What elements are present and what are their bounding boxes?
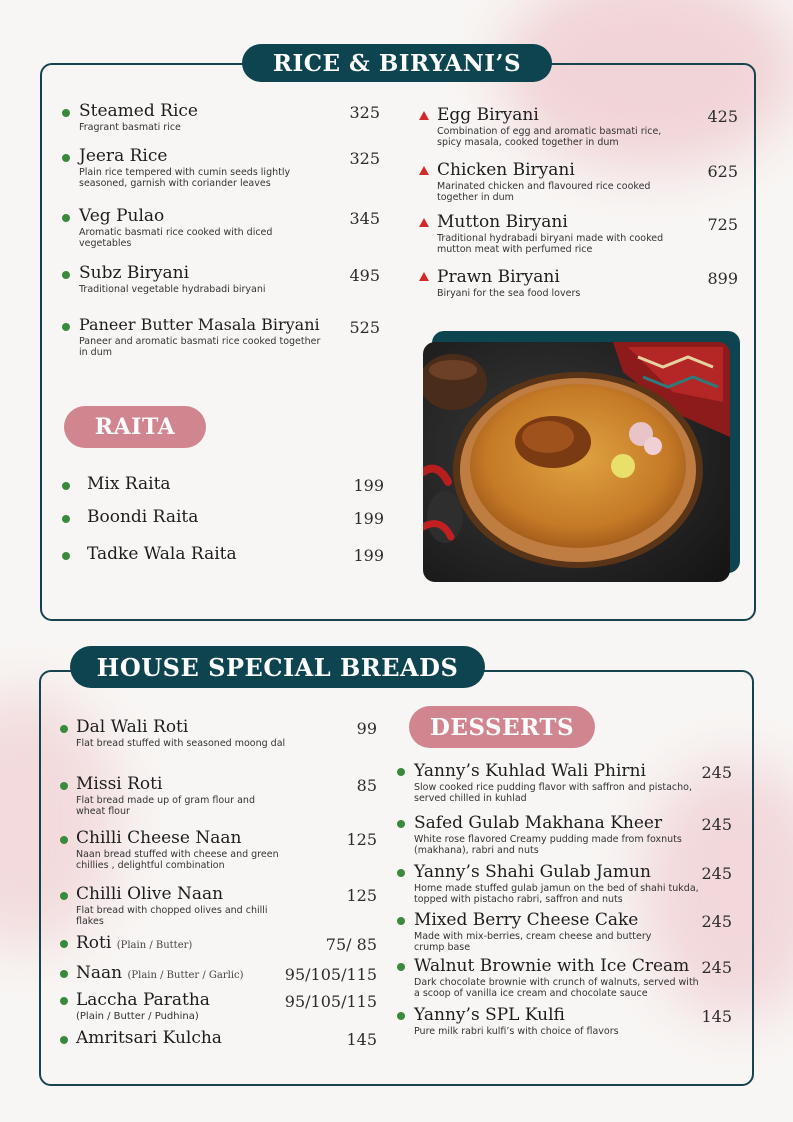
veg-bullet-icon xyxy=(62,154,70,162)
menu-item xyxy=(79,315,324,358)
item-name: Walnut Brownie with Ice Cream xyxy=(414,956,690,976)
veg-bullet-icon xyxy=(62,323,70,331)
item-options: (Plain / Butter / Pudhina) xyxy=(76,1011,199,1022)
veg-bullet-icon xyxy=(60,836,68,844)
veg-bullet-icon xyxy=(60,970,68,978)
rice-biryani-title: RICE & BIRYANI’S xyxy=(242,44,552,82)
veg-bullet-icon xyxy=(62,271,70,279)
menu-item xyxy=(76,990,210,1022)
menu-item xyxy=(437,160,667,203)
item-description: Paneer and aromatic basmati rice cooked together in dum xyxy=(79,336,321,358)
item-description: Flat bread made up of gram flour and wheat flour xyxy=(76,795,255,817)
item-price: 425 xyxy=(707,107,738,126)
veg-bullet-icon xyxy=(60,892,68,900)
item-name: Mixed Berry Cheese Cake xyxy=(414,910,639,930)
menu-item xyxy=(76,884,286,927)
menu-item xyxy=(414,956,704,999)
item-description: Dark chocolate brownie with crunch of walnuts, served with a scoop of vanilla ice cream and chocolate sauce xyxy=(414,977,699,999)
menu-item xyxy=(414,1005,704,1037)
menu-item xyxy=(414,910,664,953)
non-veg-triangle-icon xyxy=(419,111,429,120)
item-name: Steamed Rice xyxy=(79,101,198,121)
item-price: 899 xyxy=(707,269,738,288)
item-price: 145 xyxy=(701,1007,732,1026)
menu-item xyxy=(79,263,319,295)
item-name: Chilli Cheese Naan xyxy=(76,828,242,848)
item-name: Paneer Butter Masala Biryani xyxy=(79,315,320,334)
desserts-title: DESSERTS xyxy=(409,706,595,748)
veg-bullet-icon xyxy=(62,515,70,523)
non-veg-triangle-icon xyxy=(419,272,429,281)
item-name: Egg Biryani xyxy=(437,105,539,125)
item-price: 245 xyxy=(701,864,732,883)
item-price: 95/105/115 xyxy=(284,965,377,984)
item-name: Naan xyxy=(76,963,123,983)
item-price: 245 xyxy=(701,815,732,834)
item-description: Biryani for the sea food lovers xyxy=(437,288,581,299)
breads-title: HOUSE SPECIAL BREADS xyxy=(70,646,485,688)
veg-bullet-icon xyxy=(397,963,405,971)
item-name: Yanny’s SPL Kulfi xyxy=(414,1005,565,1025)
item-price: 525 xyxy=(349,318,380,337)
item-name: Chicken Biryani xyxy=(437,160,575,180)
item-description: Pure milk rabri kulfi’s with choice of flavors xyxy=(414,1026,619,1037)
item-price: 199 xyxy=(353,509,384,528)
biryani-photo xyxy=(423,342,730,582)
item-name: Missi Roti xyxy=(76,774,163,794)
item-description: Home made stuffed gulab jamun on the bed of shahi tukda, topped with pistacho rabri, saffron and nuts xyxy=(414,883,699,905)
item-name: Veg Pulao xyxy=(79,206,165,226)
item-description: Traditional vegetable hydrabadi biryani xyxy=(79,284,266,295)
item-price: 75/ 85 xyxy=(325,935,377,954)
item-price: 199 xyxy=(353,476,384,495)
non-veg-triangle-icon xyxy=(419,166,429,175)
item-price: 625 xyxy=(707,162,738,181)
menu-item xyxy=(414,813,684,856)
item-name: Roti xyxy=(76,933,112,953)
menu-item xyxy=(79,101,319,133)
item-description: Flat bread stuffed with seasoned moong dal xyxy=(76,738,286,749)
item-description: Naan bread stuffed with cheese and green chillies , delightful combination xyxy=(76,849,279,871)
item-price: 145 xyxy=(346,1030,377,1049)
veg-bullet-icon xyxy=(62,482,70,490)
item-name: Jeera Rice xyxy=(79,146,168,166)
item-description: Traditional hydrabadi biryani made with cooked mutton meat with perfumed rice xyxy=(437,233,664,255)
menu-item xyxy=(414,761,694,804)
veg-bullet-icon xyxy=(60,725,68,733)
item-description: Plain rice tempered with cumin seeds lightly seasoned, garnish with coriander leaves xyxy=(79,167,291,189)
raita-title: RAITA xyxy=(64,406,206,448)
item-price: 245 xyxy=(701,912,732,931)
veg-bullet-icon xyxy=(397,820,405,828)
menu-item xyxy=(76,933,192,956)
item-description: Marinated chicken and flavoured rice cooked together in dum xyxy=(437,181,651,203)
item-description: Aromatic basmati rice cooked with diced vegetables xyxy=(79,227,273,249)
veg-bullet-icon xyxy=(62,214,70,222)
item-name: Chilli Olive Naan xyxy=(76,884,224,904)
item-options: (Plain / Butter / Garlic) xyxy=(127,970,244,981)
menu-item xyxy=(76,717,286,749)
item-options: (Plain / Butter) xyxy=(116,940,193,951)
item-description: Slow cooked rice pudding flavor with saffron and pistacho, served chilled in kuhlad xyxy=(414,782,692,804)
non-veg-triangle-icon xyxy=(419,218,429,227)
item-price: 345 xyxy=(349,209,380,228)
item-description: Made with mix-berries, cream cheese and buttery crump base xyxy=(414,931,652,953)
veg-bullet-icon xyxy=(60,997,68,1005)
veg-bullet-icon xyxy=(60,1036,68,1044)
item-name: Mix Raita xyxy=(87,474,171,494)
item-name: Dal Wali Roti xyxy=(76,717,189,737)
item-price: 725 xyxy=(707,215,738,234)
item-price: 245 xyxy=(701,763,732,782)
item-description: White rose flavored Creamy pudding made from foxnuts (makhana), rabri and nuts xyxy=(414,834,682,856)
item-description: Combination of egg and aromatic basmati rice, spicy masala, cooked together in dum xyxy=(437,126,662,148)
veg-bullet-icon xyxy=(62,552,70,560)
veg-bullet-icon xyxy=(60,940,68,948)
menu-item xyxy=(414,862,704,905)
menu-item xyxy=(437,267,677,299)
menu-item xyxy=(76,1028,222,1048)
biryani-illustration xyxy=(423,342,730,582)
menu-item xyxy=(76,774,286,817)
item-description: Fragrant basmati rice xyxy=(79,122,181,133)
item-price: 245 xyxy=(701,958,732,977)
item-price: 125 xyxy=(346,830,377,849)
menu-item xyxy=(79,206,309,249)
item-price: 95/105/115 xyxy=(284,992,377,1011)
menu-item xyxy=(76,963,244,986)
item-name: Yanny’s Shahi Gulab Jamun xyxy=(414,862,651,882)
item-name: Subz Biryani xyxy=(79,263,190,283)
veg-bullet-icon xyxy=(62,109,70,117)
veg-bullet-icon xyxy=(397,1012,405,1020)
item-price: 85 xyxy=(356,776,377,795)
item-name: Laccha Paratha xyxy=(76,990,210,1010)
item-price: 495 xyxy=(349,266,380,285)
item-description: Flat bread with chopped olives and chilli flakes xyxy=(76,905,268,927)
veg-bullet-icon xyxy=(60,782,68,790)
menu-item xyxy=(79,146,319,189)
menu-item xyxy=(437,105,677,148)
menu-item xyxy=(76,828,296,871)
menu-item xyxy=(87,507,198,527)
item-name: Amritsari Kulcha xyxy=(76,1028,222,1048)
item-name: Mutton Biryani xyxy=(437,212,568,232)
menu-item xyxy=(87,474,171,494)
veg-bullet-icon xyxy=(397,917,405,925)
item-name: Safed Gulab Makhana Kheer xyxy=(414,813,663,833)
menu-item xyxy=(87,544,237,564)
item-name: Prawn Biryani xyxy=(437,267,560,287)
veg-bullet-icon xyxy=(397,768,405,776)
menu-item xyxy=(437,212,677,255)
item-price: 199 xyxy=(353,546,384,565)
item-price: 325 xyxy=(349,149,380,168)
item-name: Yanny’s Kuhlad Wali Phirni xyxy=(414,761,646,781)
veg-bullet-icon xyxy=(397,869,405,877)
item-price: 325 xyxy=(349,103,380,122)
item-price: 99 xyxy=(356,719,377,738)
item-name: Boondi Raita xyxy=(87,507,199,527)
item-name: Tadke Wala Raita xyxy=(87,544,237,564)
item-price: 125 xyxy=(346,886,377,905)
